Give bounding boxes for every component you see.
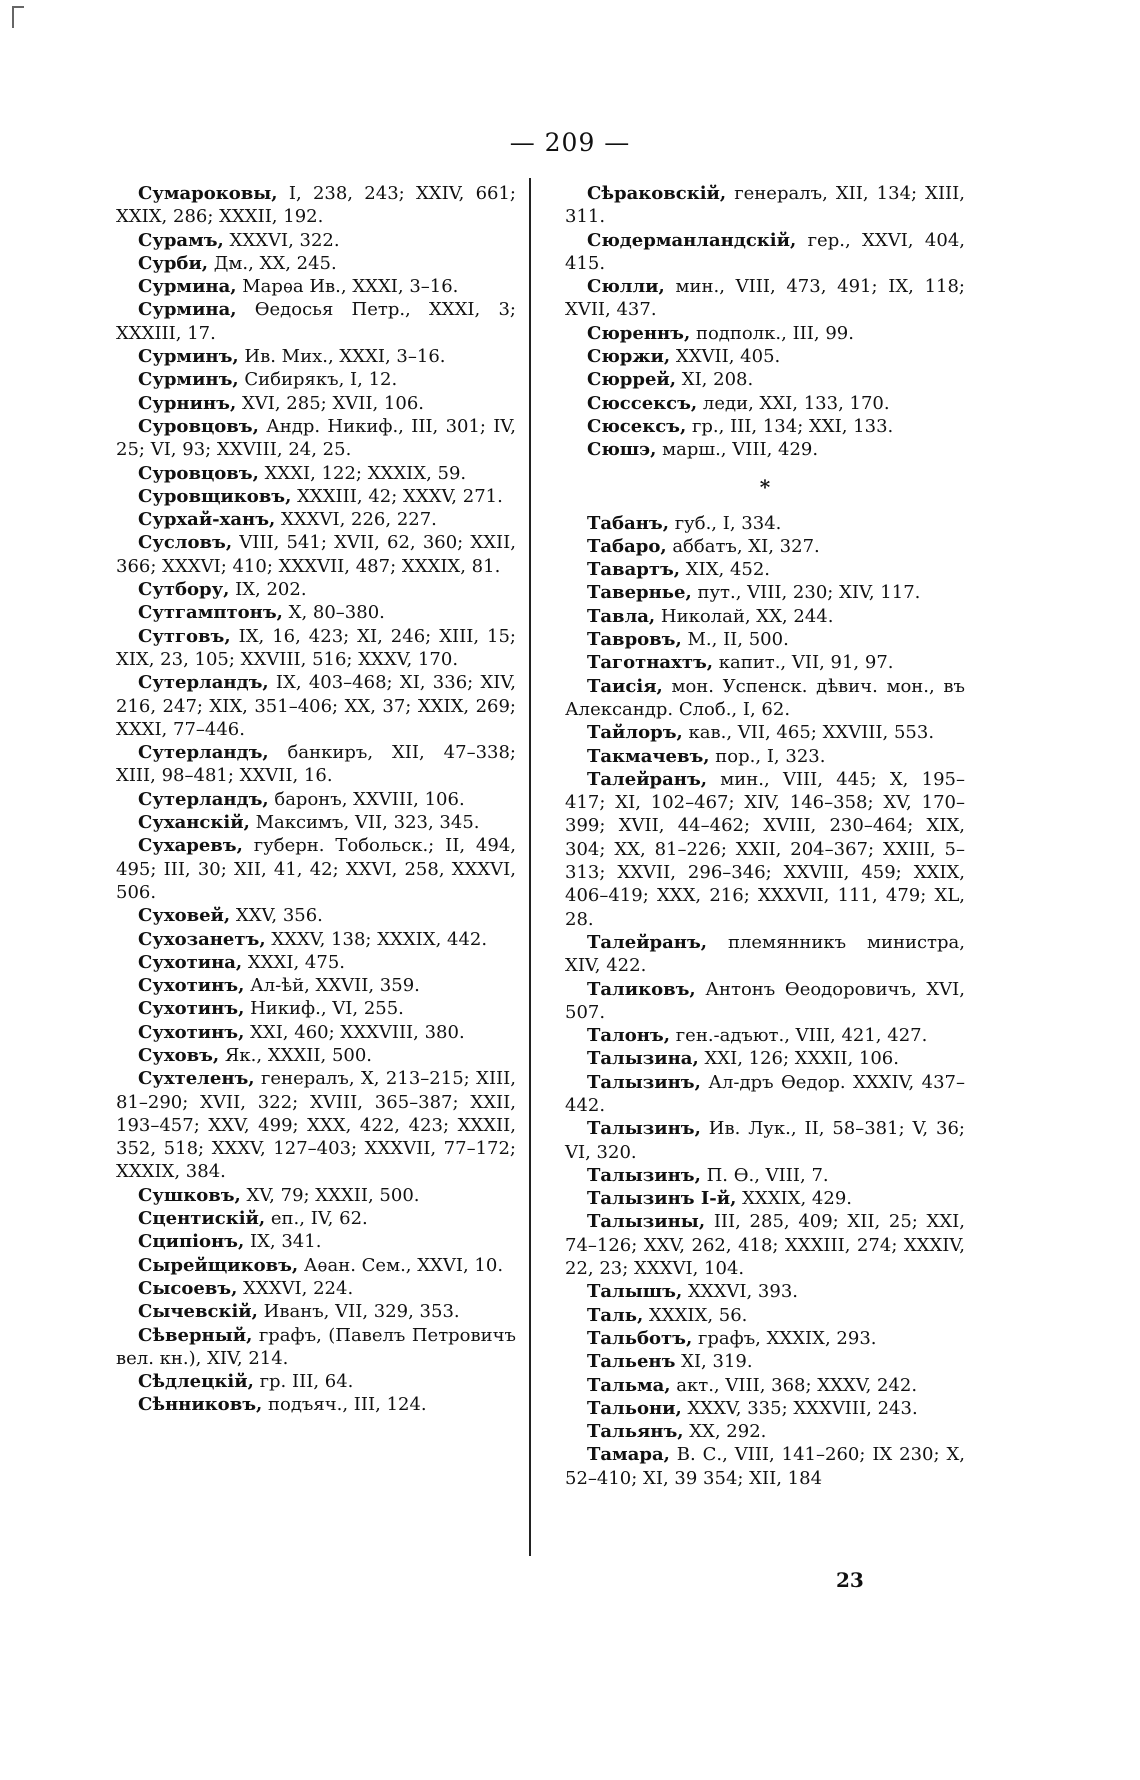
entry-heading: Талышъ, [587,1281,683,1303]
entry-references: XIX, 452. [680,559,771,581]
index-entry [565,368,965,391]
entry-references: XI, 319. [675,1351,753,1373]
entry-references: М., II, 500. [681,629,789,651]
index-entry [565,558,965,581]
entry-heading: Такмачевъ, [587,745,710,767]
entry-heading: Сухотинъ, [138,975,245,997]
right-column-bottom [565,512,965,1490]
entry-heading: Сюшэ, [587,439,657,461]
entry-references: Сибирякъ, I, 12. [238,369,398,391]
entry-references: IX, 341. [244,1231,322,1253]
index-entry [565,1374,965,1397]
index-entry [565,651,965,674]
section-separator: * [759,474,771,499]
entry-heading: Тальянъ, [587,1421,684,1443]
entry-references: подполк., III, 99. [690,322,854,344]
entry-references: П. Ѳ., VIII, 7. [700,1164,829,1186]
entry-references: I, 238, 243; XXIV, 661; XXIX, 286; XXXII, 192. [116,183,516,228]
entry-references: III, 285, 409; XII, 25; XXI, 74–126; XXV, 262, 418; XXXIII, 274; XXXIV, 22, 23; XXXVI, 104. [565,1211,965,1280]
entry-heading: Сутерландъ, [138,742,269,764]
index-entry [565,229,965,276]
index-entry [116,345,516,368]
index-entry [565,512,965,535]
index-entry [565,675,965,722]
entry-references: XXVII, 405. [670,346,781,368]
entry-references: Ал-дръ Ѳедор. XXXIV, 437–442. [565,1071,965,1116]
entry-references: графъ, XXXIX, 293. [692,1327,877,1349]
entry-references: кав., VII, 465; XXVIII, 553. [682,722,935,744]
entry-references: еп., IV, 62. [265,1208,368,1230]
entry-references: пут., VIII, 230; XIV, 117. [691,582,921,604]
entry-heading: Талонъ, [587,1025,671,1047]
index-entry [116,1230,516,1253]
index-entry [565,182,965,229]
entry-references: гр., III, 134; XXI, 133. [686,415,894,437]
index-entry [565,535,965,558]
entry-heading: Сухотинъ, [138,1021,245,1043]
index-entry [116,1044,516,1067]
entry-heading: Сурмина, [138,299,237,321]
entry-references: Николай, XX, 244. [655,605,834,627]
entry-references: XV, 79; XXXII, 500. [240,1184,420,1206]
entry-heading: Тавартъ, [587,559,681,581]
entry-heading: Тавла, [587,605,656,627]
index-entry [565,721,965,744]
entry-heading: Тальма, [587,1374,671,1396]
index-entry [565,581,965,604]
entry-heading: Сутерландъ, [138,672,269,694]
entry-references: XXXVI, 224. [237,1277,354,1299]
index-entry [116,1021,516,1044]
entry-references: Аѳан. Сем., XXVI, 10. [298,1254,504,1276]
index-entry [565,1164,965,1187]
left-column [116,182,516,1417]
entry-heading: Сумароковы, [138,183,278,204]
entry-heading: Суровцовъ, [138,462,259,484]
entry-heading: Тамара, [587,1444,670,1466]
entry-heading: Сухаревъ, [138,835,243,857]
entry-references: XXI, 460; XXXVIII, 380. [244,1021,465,1043]
index-entry [116,415,516,462]
entry-heading: Талызинъ I-й, [587,1188,737,1210]
entry-heading: Тайлоръ, [587,722,683,744]
index-entry [116,578,516,601]
index-entry [116,531,516,578]
entry-references: XXXI, 475. [242,951,345,973]
entry-heading: Сюдерманландскій, [587,229,797,251]
index-entry [116,741,516,788]
entry-heading: Сурминъ, [138,346,239,368]
index-entry [565,1210,965,1280]
index-entry [565,1024,965,1047]
entry-heading: Сутбору, [138,579,230,601]
entry-references: В. С., VIII, 141–260; IX 230; X, 52–410; XI, 39 354; XII, 184 [565,1444,965,1489]
entry-heading: Сюсексъ, [587,415,687,437]
entry-heading: Сюлли, [587,276,665,298]
entry-references: Андр. Никиф., III, 301; IV, 25; VI, 93; XXVIII, 24, 25. [116,415,516,461]
page-number: — 209 — [509,128,631,157]
entry-references: XXXVI, 393. [682,1281,799,1303]
index-entry [116,1067,516,1183]
index-entry [116,671,516,741]
column-divider [529,178,531,1556]
index-entry [116,997,516,1020]
index-entry [116,788,516,811]
entry-heading: Сурмина, [138,276,237,298]
index-entry [116,1254,516,1277]
index-entry [116,811,516,834]
entry-heading: Сцентискій, [138,1208,266,1230]
entry-heading: Табанъ, [587,512,669,534]
entry-references: XXXVI, 322. [223,229,340,251]
entry-heading: Сысоевъ, [138,1277,238,1299]
entry-references: леди, XXI, 133, 170. [697,392,890,414]
entry-heading: Талейранъ, [587,768,708,790]
index-entry [116,951,516,974]
entry-references: VIII, 541; XVII, 62, 360; XXII, 366; XXXVI; 410; XXXVII, 487; XXXIX, 81. [116,532,516,577]
entry-references: аббатъ, XI, 327. [666,535,820,557]
entry-heading: Табаро, [587,535,667,557]
entry-heading: Сѣнниковъ, [138,1394,263,1416]
entry-heading: Сѣверный, [138,1324,253,1346]
index-entry [116,392,516,415]
signature-mark: 23 [836,1568,864,1592]
index-entry [565,768,965,931]
entry-references: XXXV, 138; XXXIX, 442. [265,928,488,950]
entry-references: XXXIX, 56. [643,1304,748,1326]
entry-heading: Сутерландъ, [138,788,269,810]
index-entry [565,415,965,438]
index-entry [116,275,516,298]
entry-references: губ., I, 334. [668,512,782,534]
entry-references: XXV, 356. [230,905,323,927]
entry-heading: Сухотинъ, [138,998,245,1020]
index-entry [565,1420,965,1443]
index-entry [565,1397,965,1420]
index-entry [565,1443,965,1490]
index-entry [565,438,965,461]
entry-references: Антонъ Ѳеодоровичъ, XVI, 507. [565,978,965,1023]
entry-references: Иванъ, VII, 329, 353. [257,1301,460,1323]
entry-heading: Талызина, [587,1048,699,1070]
index-entry [116,298,516,345]
index-entry [565,745,965,768]
index-entry [116,462,516,485]
entry-heading: Сципіонъ, [138,1231,245,1253]
entry-heading: Тальенъ [587,1351,676,1373]
index-entry [116,904,516,927]
entry-references: IX, 16, 423; XI, 246; XIII, 15; XIX, 23, 105; XXVIII, 516; XXXV, 170. [116,625,516,670]
entry-heading: Сюреннъ, [587,322,691,344]
entry-heading: Сюржи, [587,346,671,368]
entry-references: подъяч., III, 124. [262,1394,427,1416]
entry-heading: Таль, [587,1304,644,1326]
index-entry [565,322,965,345]
entry-references: Максимъ, VII, 323, 345. [249,812,480,834]
index-entry [116,1184,516,1207]
entry-heading: Тавровъ, [587,629,682,651]
entry-heading: Таготнахтъ, [587,652,714,674]
entry-references: XXXIX, 429. [736,1188,853,1210]
entry-heading: Суховъ, [138,1044,220,1066]
entry-heading: Сухтеленъ, [138,1068,255,1090]
entry-references: мон. Успенск. дѣвич. мон., въ Александр. Слоб., I, 62. [565,675,965,720]
entry-references: IX, 403–468; XI, 336; XIV, 216, 247; XIX, 351–406; XX, 37; XXIX, 269; XXXI, 77–446. [116,672,516,740]
right-column-top [565,182,965,462]
entry-heading: Сѣраковскій, [587,183,727,204]
entry-heading: Сушковъ, [138,1184,241,1206]
scan-corner-mark [12,6,24,28]
entry-references: мин., VIII, 473, 491; IX, 118; XVII, 437. [565,276,965,321]
entry-heading: Суханскій, [138,812,250,834]
index-entry [565,1117,965,1164]
entry-references: XVI, 285; XVII, 106. [236,392,425,414]
entry-references: банкиръ, XII, 47–338; XIII, 98–481; XXVII, 16. [116,742,516,787]
index-entry [565,1350,965,1373]
index-entry [116,229,516,252]
entry-references: X, 80–380. [282,602,385,624]
entry-heading: Сухотина, [138,951,243,973]
entry-heading: Сухозанетъ, [138,928,266,950]
entry-heading: Сурби, [138,252,209,274]
index-entry [565,605,965,628]
entry-references: ген.-адъют., VIII, 421, 427. [670,1025,928,1047]
index-entry [565,1071,965,1118]
entry-heading: Сурхай-ханъ, [138,509,276,531]
index-entry [116,1300,516,1323]
entry-heading: Тавернье, [587,582,692,604]
entry-heading: Суровцовъ, [138,415,259,437]
entry-heading: Сурамъ, [138,229,224,251]
index-entry [116,601,516,624]
index-entry [565,345,965,368]
entry-references: Як., XXXII, 500. [219,1044,373,1066]
entry-heading: Сюррей, [587,369,677,391]
index-entry [116,1370,516,1393]
entry-heading: Талызины, [587,1211,706,1233]
index-entry [116,1324,516,1371]
entry-references: Дм., XX, 245. [208,252,337,274]
entry-references: IX, 202. [229,579,307,601]
index-entry [116,485,516,508]
entry-references: племянникъ министра, XIV, 422. [565,931,965,977]
index-entry [565,1187,965,1210]
index-entry [565,1047,965,1070]
entry-heading: Суховей, [138,905,231,927]
index-entry [565,628,965,651]
index-entry [565,1327,965,1350]
entry-heading: Сюссексъ, [587,392,698,414]
index-entry [565,1280,965,1303]
entry-references: XI, 208. [676,369,754,391]
index-entry [116,252,516,275]
entry-heading: Суровщиковъ, [138,485,292,507]
entry-references: Ив. Лук., II, 58–381; V, 36; VI, 320. [565,1118,965,1163]
entry-references: Ив. Мих., XXXI, 3–16. [238,346,446,368]
entry-references: XXXI, 122; XXXIX, 59. [258,462,467,484]
entry-references: XXI, 126; XXXII, 106. [698,1048,899,1070]
entry-heading: Сурминъ, [138,369,239,391]
entry-references: капит., VII, 91, 97. [713,652,894,674]
entry-references: Никиф., VI, 255. [244,998,404,1020]
entry-references: Ал-ѣй, XXVII, 359. [244,975,420,997]
entry-heading: Талызинъ, [587,1118,701,1140]
entry-heading: Талызинъ, [587,1071,701,1093]
entry-heading: Сурнинъ, [138,392,237,414]
entry-heading: Талызинъ, [587,1164,701,1186]
entry-heading: Сутгамптонъ, [138,602,283,624]
entry-references: XXXIII, 42; XXXV, 271. [291,485,503,507]
entry-references: акт., VIII, 368; XXXV, 242. [670,1374,918,1396]
entry-heading: Сѣдлецкій, [138,1371,254,1393]
entry-references: баронъ, XXVIII, 106. [268,788,465,810]
entry-references: мин., VIII, 445; X, 195–417; XI, 102–467; XIV, 146–358; XV, 170–399; XVII, 44–462; XVIII, 230–464; XIX, 304; XX, 81–226; XXII, 204–367; XXIII, 5–313; XXVII, 296–346; XXVIII, 459; XXIX, 406–419; XXX, 216; XXXVII, 111, 479; XL, 28. [565,768,965,930]
entry-references: Марѳа Ив., XXXI, 3–16. [236,276,459,298]
entry-references: генералъ, X, 213–215; XIII, 81–290; XVII, 322; XVIII, 365–387; XXII, 193–457; XXV, 499; XXX, 422, 423; XXXII, 352, 518; XXXV, 127–403; XXXVII, 77–172; XXXIX, 384. [116,1068,516,1183]
entry-references: XX, 292. [683,1421,767,1443]
entry-heading: Сусловъ, [138,532,233,554]
entry-heading: Сырейщиковъ, [138,1254,299,1276]
entry-heading: Таликовъ, [587,978,696,1000]
index-entry [116,928,516,951]
index-entry [116,1277,516,1300]
entry-references: пор., I, 323. [709,745,826,767]
entry-heading: Сычевскій, [138,1301,258,1323]
index-entry [116,974,516,997]
entry-references: генералъ, XII, 134; XIII, 311. [565,183,965,228]
index-entry [116,1207,516,1230]
index-entry [565,392,965,415]
index-entry [565,931,965,978]
entry-heading: Сутговъ, [138,625,231,647]
index-entry [565,978,965,1025]
index-entry [116,182,516,229]
entry-heading: Тальони, [587,1397,682,1419]
index-entry [565,1304,965,1327]
entry-references: марш., VIII, 429. [656,439,819,461]
entry-references: губерн. Тобольск.; II, 494, 495; III, 30; XII, 41, 42; XXVI, 258, XXXVI, 506. [116,835,516,903]
index-entry [116,1393,516,1416]
entry-references: XXXVI, 226, 227. [275,509,437,531]
entry-references: XXXV, 335; XXXVIII, 243. [681,1397,918,1419]
right-column [565,182,965,1490]
index-entry [116,508,516,531]
entry-references: гр. III, 64. [253,1371,354,1393]
entry-references: Ѳедосья Петр., XXXI, 3; XXXIII, 17. [116,299,516,344]
entry-references: графъ, (Павелъ Петровичъ вел. кн.), XIV, 214. [116,1324,516,1369]
entry-heading: Таисія, [587,675,663,697]
index-entry [116,625,516,672]
entry-heading: Тальботъ, [587,1327,693,1349]
entry-references: гер., XXVI, 404, 415. [565,229,965,274]
index-entry [116,834,516,904]
entry-heading: Талейранъ, [587,931,708,953]
index-entry [116,368,516,391]
index-entry [565,275,965,322]
